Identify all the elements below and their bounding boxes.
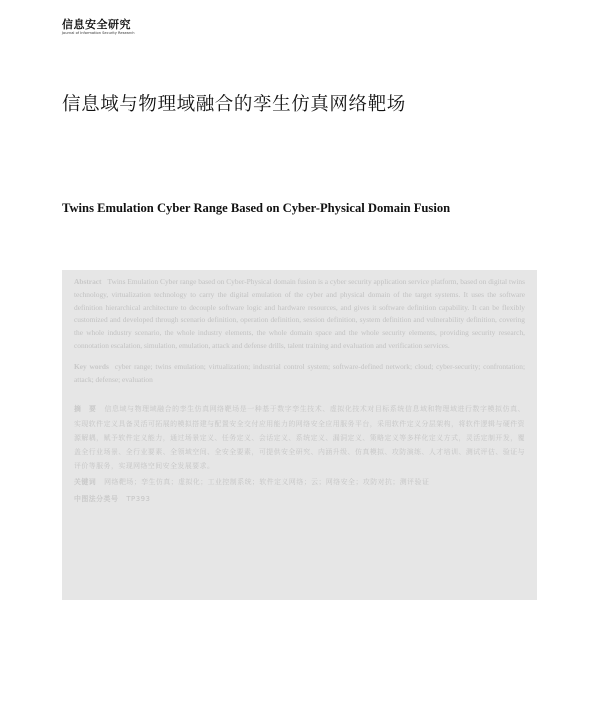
abstract-cn-text: 信息域与物理域融合的孪生仿真网络靶场是一种基于数字孪生技术、虚拟化技术对目标系统信息域和物理域进行数字模拟仿真、实现软件定义具备灵活可拓展的模拟搭建与配置安全交付应用能力的网络安全应用服务平台，采用软件定义分层架构，将软件逻辑与硬件资源解耦，赋予软件定义能力，通过场景定义、任务定义、会话定义、系统定义、漏洞定义、策略定义等多样化定义方式，灵活定制开发，覆盖全行业场景、全行业要素、全领域空间、全安全要素，可提供安全研究、内涵升级、仿真模拟、攻防演练、人才培训、测试评估、验证与评价等服务，实现网络空间安全发展要求。 <box>74 405 525 471</box>
journal-name-en: Journal of Information Security Research <box>62 31 135 35</box>
abstract-cn-label: 摘 要 <box>74 405 97 414</box>
keywords-en-text: cyber range; twins emulation; virtualization; industrial control system; software-defined network; cloud; cyber-security; confrontation; attack; defense; evaluation <box>74 361 526 384</box>
keywords-en <box>74 361 525 387</box>
classification-value: TP393 <box>126 494 151 503</box>
paper-title-cn: 信息域与物理域融合的孪生仿真网络靶场 <box>62 94 406 115</box>
classification-label: 中图法分类号 <box>74 494 119 503</box>
keywords-en-label: Key words <box>74 361 109 371</box>
abstract-en-label: Abstract <box>74 277 102 286</box>
abstract-cn <box>74 402 525 473</box>
journal-header <box>62 18 135 36</box>
abstract-panel <box>62 270 537 600</box>
abstract-en <box>74 276 525 353</box>
abstract-en-text: Twins Emulation Cyber range based on Cyber-Physical domain fusion is a cyber security application service platform, based on digital twins technology, virtualization technology to carry the digital emulation of the cyber and physical domain of the target systems. It uses the software definition hierarchical architecture to decouple software logic and hardware resources, and gives it software definition capability. It can be flexibly customized and developed through scenario definition, operation definition, session definition, system definition and vulnerability definition, covering the whole industry scenario, the whole industry elements, the whole domain space and the whole security elements, providing security research, connotation escalation, simulation, emulation, attack and defense drills, talent training and evaluation and verification services. <box>74 277 525 350</box>
keywords-cn-label: 关键词 <box>74 478 97 487</box>
keywords-cn-text: 网络靶场；孪生仿真；虚拟化；工业控制系统；软件定义网络；云；网络安全；攻防对抗；测评验证 <box>104 478 430 487</box>
keywords-cn <box>74 475 525 489</box>
journal-name-cn: 信息安全研究 <box>62 18 131 31</box>
classification <box>74 492 525 506</box>
paper-title-en: Twins Emulation Cyber Range Based on Cyber-Physical Domain Fusion <box>62 201 451 215</box>
